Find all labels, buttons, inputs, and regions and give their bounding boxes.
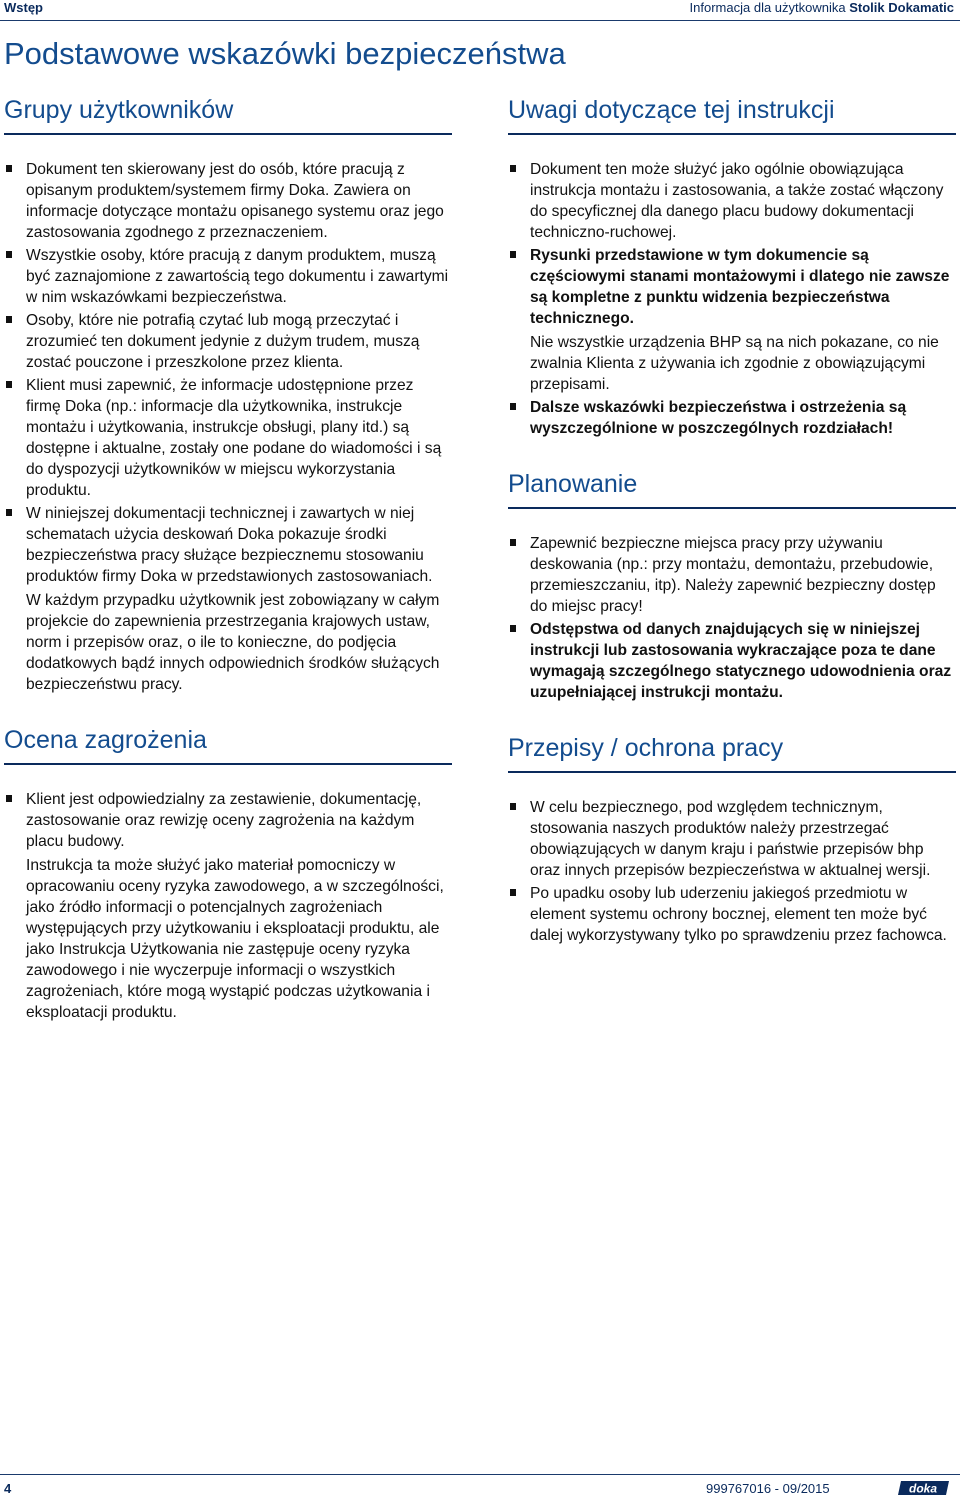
list-item: Rysunki przedstawione w tym dokumencie są częściowymi stanami montażowymi i dlatego nie zawsze są kompletne z punktu widzenia bezpieczeństwa technicznego. Nie wszystkie urządzenia BHP są na nich pokazane, co nie zwalnia Klienta z używania ich zgodnie z obowiązującymi przepisami. bbox=[508, 245, 956, 395]
doka-logo-icon bbox=[898, 1479, 952, 1497]
bullet-icon bbox=[510, 625, 516, 632]
notes-list bbox=[508, 159, 956, 439]
list-item: Dokument ten skierowany jest do osób, które pracują z opisanym produktem/systemem firmy Doka. Zawiera on informacje dotyczące montażu opisanego systemu oraz jego zastosowania zgodnego z przeznaczeniem. bbox=[4, 159, 452, 243]
header-product-name: Stolik Dokamatic bbox=[849, 0, 954, 15]
bullet-icon bbox=[510, 403, 516, 410]
bullet-icon bbox=[6, 795, 12, 802]
list-item: Osoby, które nie potrafią czytać lub mogą przeczytać i zrozumieć ten dokument jedynie z dużym trudem, muszą zostać pouczone i przeszkolone przez klienta. bbox=[4, 310, 452, 373]
list-item: Po upadku osoby lub uderzeniu jakiegoś przedmiotu w element systemu ochrony bocznej, element ten może być dalej wykorzystywany tylko po sprawdzeniu przez fachowca. bbox=[508, 883, 956, 946]
list-item-continuation: W każdym przypadku użytkownik jest zobowiązany w całym projekcie do zapewnienia przestrzegania krajowych ustaw, norm i przepisów oraz, o ile to konieczne, do podjęcia dodatkowych bądź innych odpowiednich środków służących bezpieczeństwu pracy. bbox=[26, 592, 440, 693]
user-groups-list bbox=[4, 159, 452, 695]
heading-regulations: Przepisy / ochrona pracy bbox=[508, 733, 956, 773]
regulations-list bbox=[508, 797, 956, 946]
list-item: Dokument ten może służyć jako ogólnie obowiązująca instrukcja montażu i zastosowania, a także zostać włączony do specyficznej dla danego placu budowy dokumentacji techniczno-ruchowej. bbox=[508, 159, 956, 243]
bullet-icon bbox=[510, 803, 516, 810]
left-column bbox=[4, 95, 452, 1025]
bullet-icon bbox=[510, 165, 516, 172]
list-item: W celu bezpiecznego, pod względem technicznym, stosowania naszych produktów należy przestrzegać obowiązujących w danym kraju i państwie przepisów bhp oraz innych przepisów bezpieczeństwa w aktualnej wersji. bbox=[508, 797, 956, 881]
bullet-icon bbox=[510, 251, 516, 258]
list-item: Klient jest odpowiedzialny za zestawienie, dokumentację, zastosowanie oraz rewizję oceny zagrożenia na każdym placu budowy. Instrukcja ta może służyć jako materiał pomocniczy w opracowaniu oceny ryzyka zawodowego, a w szczególności, jako źródło informacji o potencjalnych zagrożeniach występujących przy użytkowaniu i eksploatacji produktu, ale jako Instrukcja Użytkowania nie zastępuje oceny ryzyka zawodowego i nie wyczerpuje informacji o wszystkich zagrożeniach, które mogą wystąpić podczas użytkowania i eksploatacji produktu. bbox=[4, 789, 452, 1023]
list-item: Wszystkie osoby, które pracują z danym produktem, muszą być zaznajomione z zawartością tego dokumentu i zawartymi w nim wskazówkami bezpieczeństwa. bbox=[4, 245, 452, 308]
list-item: Odstępstwa od danych znajdujących się w niniejszej instrukcji lub zastosowania wykraczające poza te dane wymagają szczególnego statycznego udowodnienia oraz uzupełniającej instrukcji montażu. bbox=[508, 619, 956, 703]
page-header bbox=[0, 0, 960, 21]
list-item: Klient musi zapewnić, że informacje udostępnione przez firmę Doka (np.: informacje dla użytkownika, instrukcje montażu i użytkowania, instrukcje obsługi, plany itd.) są dostępne i aktualne, zostały one podane do wiadomości i są do dyspozycji użytkowników w miejscu wykorzystania produktu. bbox=[4, 375, 452, 501]
heading-instruction-notes: Uwagi dotyczące tej instrukcji bbox=[508, 95, 956, 135]
bullet-icon bbox=[6, 509, 12, 516]
heading-user-groups: Grupy użytkowników bbox=[4, 95, 452, 135]
list-item: Dalsze wskazówki bezpieczeństwa i ostrzeżenia są wyszczególnione w poszczególnych rozdziałach! bbox=[508, 397, 956, 439]
planning-list bbox=[508, 533, 956, 703]
right-column bbox=[508, 95, 956, 948]
heading-planning: Planowanie bbox=[508, 469, 956, 509]
bullet-icon bbox=[6, 251, 12, 258]
bullet-icon bbox=[6, 316, 12, 323]
list-item-continuation: Nie wszystkie urządzenia BHP są na nich pokazane, co nie zwalnia Klienta z używania ich zgodnie z obowiązującymi przepisami. bbox=[530, 334, 939, 393]
logo-text: doka bbox=[908, 1481, 938, 1496]
header-section-label: Wstęp bbox=[4, 0, 43, 15]
bullet-icon bbox=[510, 889, 516, 896]
bullet-icon bbox=[510, 539, 516, 546]
list-item-continuation: Instrukcja ta może służyć jako materiał pomocniczy w opracowaniu oceny ryzyka zawodowego, a w szczególności, jako źródło informacji o potencjalnych zagrożeniach występujących przy użytkowaniu i eksploatacji produktu, ale jako Instrukcja Użytkowania nie zastępuje oceny ryzyka zawodowego i nie wyczerpuje informacji o wszystkich zagrożeniach, które mogą wystąpić podczas użytkowania i eksploatacji produktu. bbox=[26, 857, 444, 1021]
list-item: W niniejszej dokumentacji technicznej i zawartych w niej schematach użycia deskowań Doka pokazuje środki bezpieczeństwa pracy służące bezpiecznemu stosowaniu produktów firmy Doka w przedstawionych zastosowaniach. W każdym przypadku użytkownik jest zobowiązany w całym projekcie do zapewnienia przestrzegania krajowych ustaw, norm i przepisów oraz, o ile to konieczne, do podjęcia dodatkowych bądź innych odpowiednich środków służących bezpieczeństwu pracy. bbox=[4, 503, 452, 695]
header-info-prefix: Informacja dla użytkownika bbox=[689, 0, 846, 15]
page-footer bbox=[0, 1474, 960, 1500]
bullet-icon bbox=[6, 165, 12, 172]
list-item: Zapewnić bezpieczne miejsca pracy przy używaniu deskowania (np.: przy montażu, demontażu, przebudowie, przemieszczaniu, itp). Należy zapewnić bezpieczny dostęp do miejsc pracy! bbox=[508, 533, 956, 617]
heading-risk-assessment: Ocena zagrożenia bbox=[4, 725, 452, 765]
risk-list bbox=[4, 789, 452, 1023]
header-info bbox=[690, 0, 954, 15]
page-title: Podstawowe wskazówki bezpieczeństwa bbox=[4, 36, 566, 71]
page-number: 4 bbox=[4, 1481, 12, 1496]
document-number: 999767016 - 09/2015 bbox=[706, 1481, 830, 1496]
bullet-icon bbox=[6, 381, 12, 388]
